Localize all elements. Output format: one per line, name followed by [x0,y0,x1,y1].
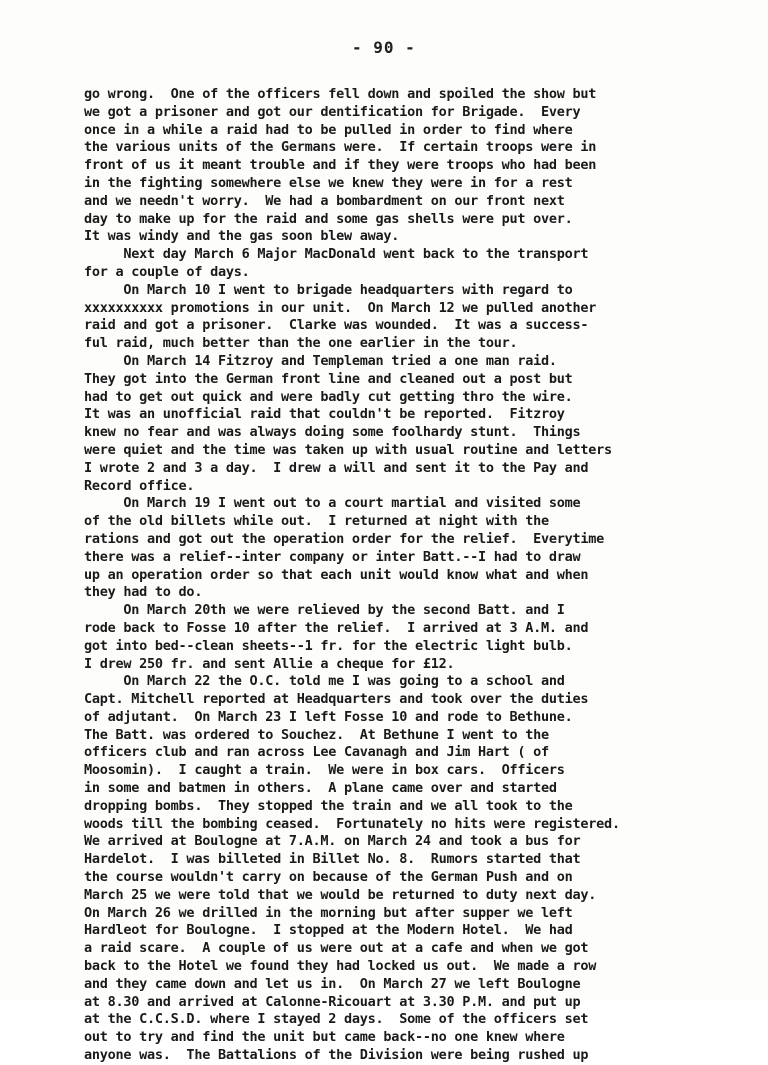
text-line: It was windy and the gas soon blew away. [84,229,400,245]
text-line: On March 14 Fitzroy and Templeman tried a one man raid. [84,353,557,369]
text-line: day to make up for the raid and some gas shells were put over. [84,211,573,227]
page-number: - 90 - [352,38,416,57]
text-line: in the fighting somewhere else we knew they were in for a rest [84,175,573,191]
text-line: We arrived at Boulogne at 7.A.M. on March 24 and took a bus for [84,834,581,850]
text-line: there was a relief--inter company or inter Batt.--I had to draw [84,549,581,565]
text-line: I drew 250 fr. and sent Allie a cheque for £12. [84,656,455,672]
text-line: the various units of the Germans were. If certain troops were in [84,140,597,156]
text-line: we got a prisoner and got our dentification for Brigade. Every [84,104,581,120]
text-line: knew no fear and was always doing some foolhardy stunt. Things [84,425,581,441]
text-line: out to try and find the unit but came back--no one knew where [84,1030,565,1046]
text-line: Next day March 6 Major MacDonald went back to the transport [84,247,589,263]
text-line: raid and got a prisoner. Clarke was wounded. It was a success- [84,318,589,334]
text-line: once in a while a raid had to be pulled in order to find where [84,122,573,138]
text-line: On March 19 I went out to a court martial and visited some [84,496,581,512]
text-line: at the C.C.S.D. where I stayed 2 days. Some of the officers set [84,1012,589,1028]
text-line: rode back to Fosse 10 after the relief. I arrived at 3 A.M. and [84,620,589,636]
text-line: dropping bombs. They stopped the train and we all took to the [84,798,573,814]
text-line: of adjutant. On March 23 I left Fosse 10 and rode to Bethune. [84,709,573,725]
text-line: at 8.30 and arrived at Calonne-Ricouart at 3.30 P.M. and put up [84,994,581,1010]
text-line: xxxxxxxxxx promotions in our unit. On March 12 we pulled another [84,300,597,316]
text-line: Capt. Mitchell reported at Headquarters and took over the duties [84,692,589,708]
body-text [84,86,724,1065]
text-line: go wrong. One of the officers fell down and spoiled the show but [84,87,597,102]
text-line: rations and got out the operation order for the relief. Everytime [84,531,605,547]
text-line: of the old billets while out. I returned at night with the [84,514,549,530]
text-line: The Batt. was ordered to Souchez. At Bethune I went to the [84,727,549,743]
text-line: anyone was. The Battalions of the Division were being rushed up [84,1048,589,1064]
text-line: and they came down and let us in. On March 27 we left Boulogne [84,976,581,992]
text-line: ful raid, much better than the one earlier in the tour. [84,336,518,352]
text-line: they had to do. [84,585,203,601]
text-line: front of us it meant trouble and if they were troops who had been [84,158,597,174]
text-line: up an operation order so that each unit would know what and when [84,567,589,583]
text-line: officers club and ran across Lee Cavanagh and Jim Hart ( of [84,745,549,761]
text-line: Moosomin). I caught a train. We were in box cars. Officers [84,763,565,779]
text-line: Hardelot. I was billeted in Billet No. 8. Rumors started that [84,852,581,868]
text-line: On March 22 the O.C. told me I was going to a school and [84,674,565,690]
text-line: Hardleot for Boulogne. I stopped at the Modern Hotel. We had [84,923,573,939]
text-line: a raid scare. A couple of us were out at a cafe and when we got [84,941,589,957]
text-line: and we needn't worry. We had a bombardment on our front next [84,193,565,209]
text-line: On March 20th we were relieved by the second Batt. and I [84,603,565,619]
text-line: had to get out quick and were badly cut getting thro the wire. [84,389,573,405]
text-line: On March 10 I went to brigade headquarters with regard to [84,282,573,298]
text-line: back to the Hotel we found they had locked us out. We made a row [84,959,597,975]
text-line: woods till the bombing ceased. Fortunately no hits were registered. [84,816,620,832]
text-line: were quiet and the time was taken up with usual routine and letters [84,442,612,458]
text-line: the course wouldn't carry on because of the German Push and on [84,870,573,886]
text-line: It was an unofficial raid that couldn't be reported. Fitzroy [84,407,565,423]
text-line: On March 26 we drilled in the morning but after supper we left [84,905,573,921]
text-line: in some and batmen in others. A plane came over and started [84,781,557,797]
text-line: March 25 we were told that we would be returned to duty next day. [84,887,597,903]
text-line: for a couple of days. [84,264,250,280]
text-line: I wrote 2 and 3 a day. I drew a will and sent it to the Pay and [84,460,589,476]
text-line: got into bed--clean sheets--1 fr. for the electric light bulb. [84,638,573,654]
text-line: Record office. [84,478,195,494]
text-line: They got into the German front line and cleaned out a post but [84,371,573,387]
